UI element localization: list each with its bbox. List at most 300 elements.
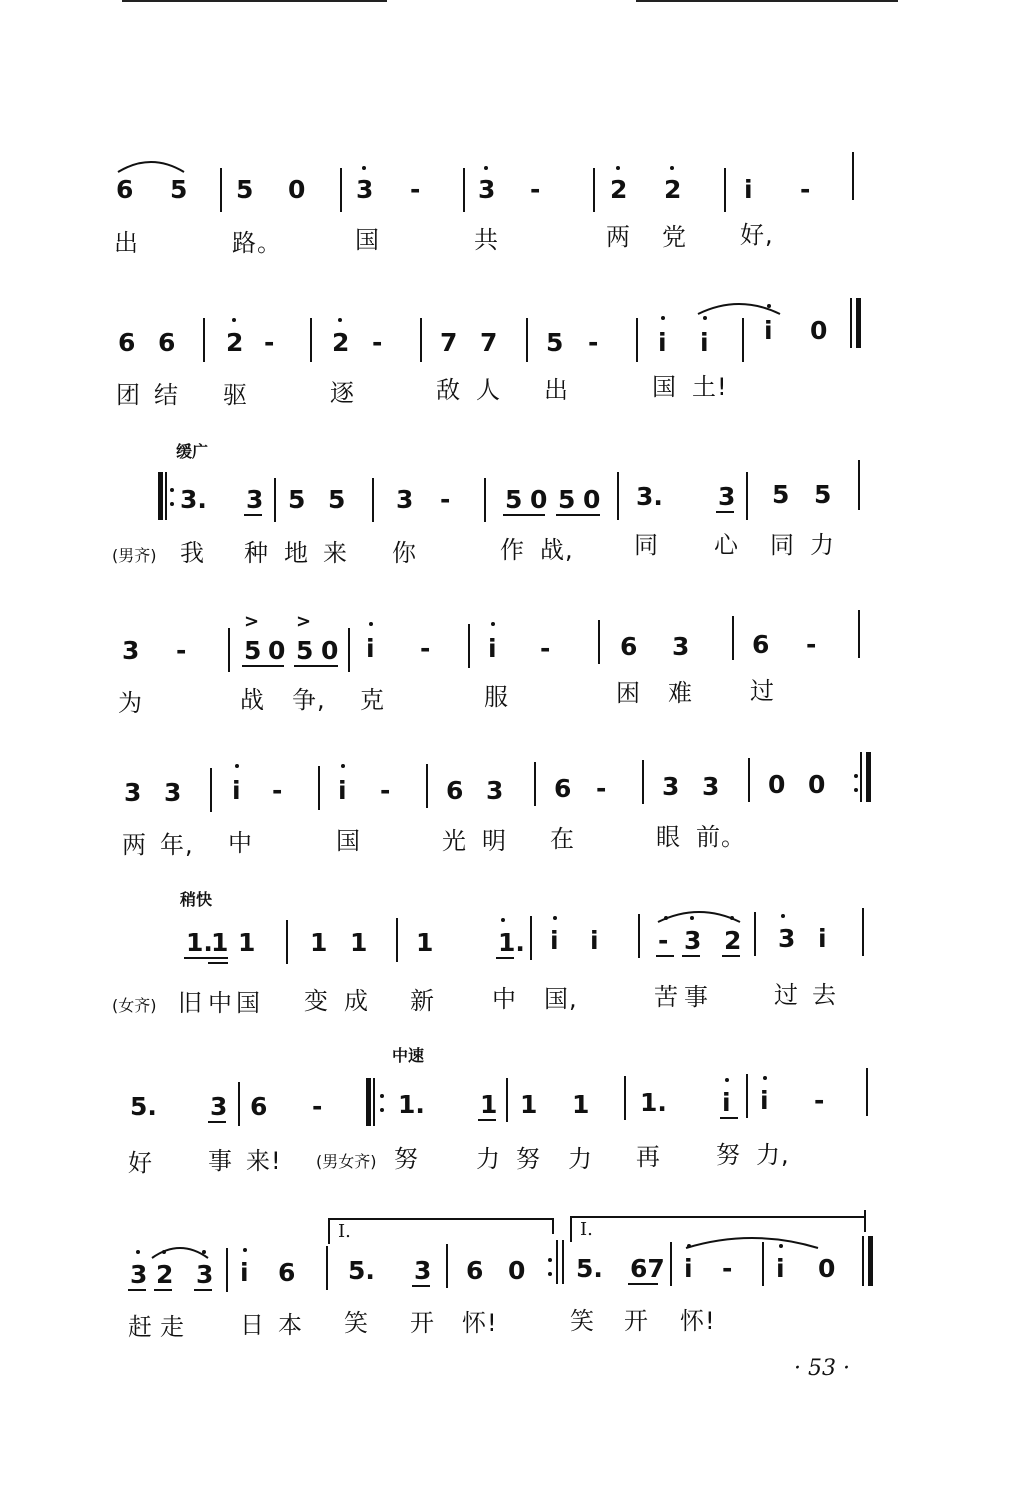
note: 6: [158, 328, 176, 357]
barline: [860, 752, 862, 802]
lyric: 开: [624, 1307, 649, 1335]
barline: [850, 298, 852, 348]
note: i: [338, 776, 347, 805]
barline: [348, 628, 350, 672]
lyric: 两: [122, 831, 147, 859]
barline: [862, 908, 864, 956]
lyric: 战: [240, 686, 265, 714]
note: 3: [122, 636, 140, 665]
note: 0: [768, 770, 786, 799]
lyric: 日: [240, 1311, 265, 1339]
top-rule-right: [636, 0, 898, 2]
lyric: 来!: [246, 1147, 282, 1175]
note: i: [744, 175, 753, 204]
note: 7: [480, 328, 498, 357]
note: i: [760, 1086, 769, 1115]
note: 3: [718, 482, 736, 511]
tie-slur: [696, 300, 782, 316]
lyric: 结: [154, 381, 179, 409]
note: 67: [630, 1254, 665, 1283]
repeat-end-barline: [866, 752, 871, 802]
lyric: 好: [128, 1149, 153, 1177]
barline: [862, 1236, 864, 1286]
repeat-dots: [378, 1088, 386, 1118]
note: i: [684, 1254, 693, 1283]
underline: [656, 955, 674, 957]
barline: [274, 478, 276, 522]
lyric: 明: [482, 827, 507, 855]
underline: [682, 955, 700, 957]
note: 2: [156, 1260, 174, 1289]
note: 5: [772, 480, 790, 509]
lyric: 国: [355, 226, 380, 254]
barline: [746, 472, 748, 520]
underline: [503, 514, 545, 516]
barline: [228, 628, 230, 672]
barline: [624, 1076, 626, 1120]
note: -: [800, 175, 811, 204]
barline: [506, 1078, 508, 1122]
barline: [852, 152, 854, 200]
barline: [310, 318, 312, 362]
barline: [754, 912, 756, 956]
note: 5.: [576, 1254, 603, 1283]
lyric: 服: [484, 683, 509, 711]
note: 6: [752, 630, 770, 659]
lyric: 事: [208, 1147, 233, 1175]
barline: [742, 318, 744, 362]
note: 3: [356, 175, 374, 204]
lyric: 作: [500, 536, 525, 564]
lyric: 国: [652, 373, 677, 401]
note: -: [440, 485, 451, 514]
barline: [165, 472, 167, 520]
lyric: 中: [228, 829, 253, 857]
underline: [628, 1283, 658, 1285]
note: 3: [478, 175, 496, 204]
note: 0: [808, 770, 826, 799]
lyric: 去: [812, 981, 837, 1009]
note: 0: [321, 636, 339, 665]
lyric: 你: [392, 539, 417, 567]
note: 1: [520, 1090, 538, 1119]
note: 5.: [130, 1092, 157, 1121]
note: 6: [446, 776, 464, 805]
note: -: [658, 926, 669, 955]
note: i: [488, 634, 497, 663]
barline: [858, 460, 860, 510]
tempo-mark: 稍快: [180, 890, 213, 909]
lyric: 开: [410, 1309, 435, 1337]
barline: [238, 1082, 240, 1126]
note: 5: [558, 485, 576, 514]
tie-slur: [116, 158, 186, 174]
lyric: 国: [336, 827, 361, 855]
barline: [530, 916, 532, 960]
underline: [244, 514, 262, 516]
note: 3: [672, 632, 690, 661]
note: 7: [440, 328, 458, 357]
octave-dot: [779, 1244, 783, 1248]
voice-mark: (女齐): [112, 996, 157, 1015]
octave-dot: [616, 166, 620, 170]
repeat-dots: [852, 768, 860, 798]
barline: [373, 1078, 375, 1126]
note: -: [814, 1086, 825, 1115]
octave-dot: [664, 916, 668, 920]
lyric: 新: [410, 987, 435, 1015]
lyric: 力: [476, 1145, 501, 1173]
note: 0: [288, 175, 306, 204]
lyric: 克: [360, 686, 385, 714]
tie-slur: [150, 1244, 210, 1260]
note: 3: [246, 485, 264, 514]
note: 1: [238, 928, 256, 957]
lyric: 赶: [128, 1313, 153, 1341]
octave-dot: [369, 622, 373, 626]
note: 3: [662, 772, 680, 801]
lyric: 同: [770, 531, 795, 559]
lyric: 党: [662, 223, 687, 251]
note: 5: [170, 175, 188, 204]
barline: [617, 472, 619, 520]
note: 0: [530, 485, 548, 514]
lyric: 出: [114, 229, 139, 257]
lyric: 人: [476, 376, 501, 404]
note: -: [410, 175, 421, 204]
lyric: 眼: [656, 823, 681, 851]
note: 0: [583, 485, 601, 514]
barline: [746, 1074, 748, 1118]
note: 6: [118, 328, 136, 357]
note: 2: [610, 175, 628, 204]
lyric: 同: [634, 531, 659, 559]
octave-dot: [730, 916, 734, 920]
barline: [858, 610, 860, 658]
note: i: [240, 1258, 249, 1287]
note: -: [372, 328, 383, 357]
note: 3: [414, 1256, 432, 1285]
barline: [220, 168, 222, 212]
octave-dot: [232, 318, 236, 322]
barline: [748, 758, 750, 802]
repeat-dots: [168, 482, 176, 512]
note: i: [764, 316, 773, 345]
lyric: 逐: [330, 379, 355, 407]
lyric: 中: [208, 989, 233, 1017]
note: 3: [702, 772, 720, 801]
note: i: [550, 926, 559, 955]
lyric: 力: [568, 1145, 593, 1173]
octave-dot: [491, 622, 495, 626]
note: 3: [210, 1092, 228, 1121]
volta-bracket: [570, 1216, 866, 1218]
barline: [638, 914, 640, 958]
lyric: 争,: [292, 686, 326, 714]
barline: [468, 624, 470, 668]
barline: [534, 762, 536, 806]
note: -: [420, 634, 431, 663]
volta-label: I.: [338, 1221, 351, 1242]
octave-dot: [501, 918, 505, 922]
underline: [154, 1289, 172, 1291]
note: -: [722, 1254, 733, 1283]
lyric: 过: [750, 677, 775, 705]
note: 0: [810, 316, 828, 345]
octave-dot: [484, 166, 488, 170]
note: -: [540, 634, 551, 663]
note: 0: [508, 1256, 526, 1285]
underline: [208, 1121, 226, 1123]
page-number: · 53 ·: [794, 1356, 850, 1381]
note: 6: [620, 632, 638, 661]
lyric: 怀!: [680, 1307, 716, 1335]
final-barline: [856, 298, 861, 348]
note: -: [380, 776, 391, 805]
octave-dot: [553, 916, 557, 920]
note: 6: [466, 1256, 484, 1285]
note: 1.: [640, 1088, 667, 1117]
note: 3: [164, 778, 182, 807]
octave-dot: [670, 166, 674, 170]
lyric: 笑: [344, 1309, 369, 1337]
note: 2: [226, 328, 244, 357]
lyric: 出: [544, 376, 569, 404]
barline: [670, 1242, 672, 1286]
voice-mark: (男女齐): [316, 1152, 377, 1171]
note: 1: [416, 928, 434, 957]
repeat-start-barline: [366, 1078, 371, 1126]
note: i: [776, 1254, 785, 1283]
lyric: 国,: [544, 985, 578, 1013]
note: 3: [396, 485, 414, 514]
volta-bracket: [328, 1218, 330, 1244]
note: i: [818, 924, 827, 953]
underline: [412, 1285, 430, 1287]
octave-dot: [690, 916, 694, 920]
note: 5: [236, 175, 254, 204]
lyric: 再: [636, 1143, 661, 1171]
volta-bracket: [864, 1210, 866, 1232]
note: -: [312, 1092, 323, 1121]
underline: [294, 665, 338, 667]
note: 3: [684, 926, 702, 955]
barline: [562, 1240, 564, 1284]
lyric: 怀!: [462, 1309, 498, 1337]
note: i: [232, 776, 241, 805]
underline: [496, 957, 514, 959]
barline: [426, 764, 428, 808]
barline: [463, 168, 465, 212]
octave-dot: [781, 914, 785, 918]
note: 3.: [180, 485, 207, 514]
underline: [478, 1119, 496, 1121]
underline: [716, 511, 734, 513]
note: 3: [130, 1260, 148, 1289]
tempo-mark: 缓广: [176, 442, 209, 461]
lyric: 驱: [223, 381, 248, 409]
note: 1: [310, 928, 328, 957]
volta-bracket: [552, 1218, 554, 1234]
underline: [184, 957, 228, 959]
underline: [242, 665, 284, 667]
lyric: 难: [668, 679, 693, 707]
lyric: 本: [278, 1311, 303, 1339]
octave-dot: [703, 316, 707, 320]
lyric: 团: [116, 381, 141, 409]
note: 1.: [498, 928, 525, 957]
lyric: 困: [616, 679, 641, 707]
barline: [203, 318, 205, 362]
note: i: [590, 926, 599, 955]
note: 6: [278, 1258, 296, 1287]
lyric: 成: [344, 987, 369, 1015]
note: 1: [211, 928, 229, 957]
note: i: [722, 1088, 731, 1117]
note: -: [806, 630, 817, 659]
accent-mark: >: [296, 611, 312, 632]
note: 2: [724, 926, 742, 955]
barline: [396, 918, 398, 962]
barline: [642, 760, 644, 804]
octave-dot: [235, 764, 239, 768]
lyric: 走: [160, 1313, 185, 1341]
note: 5: [505, 485, 523, 514]
lyric: 我: [180, 539, 205, 567]
note: -: [264, 328, 275, 357]
note: 1.: [398, 1090, 425, 1119]
note: 6: [554, 774, 572, 803]
note: 5: [288, 485, 306, 514]
lyric: 在: [550, 825, 575, 853]
tempo-mark: 中速: [392, 1046, 425, 1065]
note: -: [596, 774, 607, 803]
lyric: 中: [492, 985, 517, 1013]
underline: [720, 1117, 738, 1119]
note: 5: [546, 328, 564, 357]
lyric: 国: [236, 989, 261, 1017]
lyric: 年,: [160, 831, 194, 859]
barline: [420, 318, 422, 362]
octave-dot: [162, 1250, 166, 1254]
barline: [866, 1068, 868, 1116]
lyric: 努: [516, 1145, 541, 1173]
note: 1: [480, 1090, 498, 1119]
lyric: 土!: [692, 373, 728, 401]
barline: [446, 1244, 448, 1288]
note: -: [176, 636, 187, 665]
underline: [722, 955, 740, 957]
note: -: [588, 328, 599, 357]
octave-dot: [362, 166, 366, 170]
note: 2: [664, 175, 682, 204]
barline: [762, 1242, 764, 1286]
lyric: 努: [394, 1145, 419, 1173]
underline: [128, 1289, 146, 1291]
note: 3: [196, 1260, 214, 1289]
octave-dot: [767, 304, 771, 308]
volta-label: I.: [580, 1219, 593, 1240]
note: i: [700, 328, 709, 357]
lyric: 力,: [756, 1141, 790, 1169]
lyric: 旧: [178, 989, 203, 1017]
note: 6: [116, 175, 134, 204]
barline: [724, 168, 726, 212]
lyric: 来: [323, 539, 348, 567]
accent-mark: >: [244, 611, 260, 632]
lyric: 战,: [540, 536, 574, 564]
lyric: 事: [684, 983, 709, 1011]
underline: [556, 514, 600, 516]
barline: [598, 620, 600, 664]
barline: [226, 1248, 228, 1292]
lyric: 光: [442, 827, 467, 855]
volta-bracket: [328, 1218, 554, 1220]
lyric: 好,: [740, 221, 774, 249]
note: -: [530, 175, 541, 204]
lyric: 前。: [696, 823, 746, 851]
note: i: [366, 634, 375, 663]
tie-slur: [656, 908, 742, 924]
note: 3: [486, 776, 504, 805]
octave-dot: [338, 318, 342, 322]
octave-dot: [202, 1250, 206, 1254]
octave-dot: [763, 1076, 767, 1080]
note: 3.: [636, 482, 663, 511]
barline: [286, 920, 288, 964]
note: 1: [572, 1090, 590, 1119]
barline: [636, 318, 638, 362]
octave-dot: [661, 316, 665, 320]
note: 5.: [348, 1256, 375, 1285]
note: 1: [350, 928, 368, 957]
barline: [318, 766, 320, 810]
barline: [526, 318, 528, 362]
lyric: 两: [606, 223, 631, 251]
note: 5: [244, 636, 262, 665]
lyric: 种: [244, 539, 269, 567]
barline: [484, 478, 486, 522]
note: 3: [778, 924, 796, 953]
lyric: 为: [118, 689, 143, 717]
top-rule-left: [122, 0, 387, 2]
volta-bracket: [570, 1216, 572, 1242]
barline: [326, 1246, 328, 1290]
lyric: 共: [474, 226, 499, 254]
lyric: 努: [716, 1141, 741, 1169]
lyric: 地: [284, 539, 309, 567]
note: 0: [818, 1254, 836, 1283]
tie-slur: [684, 1234, 820, 1250]
barline: [372, 478, 374, 522]
barline: [210, 768, 212, 812]
lyric: 过: [774, 981, 799, 1009]
barline: [556, 1240, 558, 1284]
lyric: 力: [810, 531, 835, 559]
repeat-dots: [546, 1252, 554, 1282]
underline: [208, 962, 228, 964]
note: 3: [124, 778, 142, 807]
lyric: 笑: [570, 1307, 595, 1335]
octave-dot: [136, 1250, 140, 1254]
note: 1.: [186, 928, 213, 957]
lyric: 变: [304, 987, 329, 1015]
octave-dot: [725, 1078, 729, 1082]
barline: [340, 168, 342, 212]
note: 5: [814, 480, 832, 509]
note: 6: [250, 1092, 268, 1121]
note: -: [272, 776, 283, 805]
